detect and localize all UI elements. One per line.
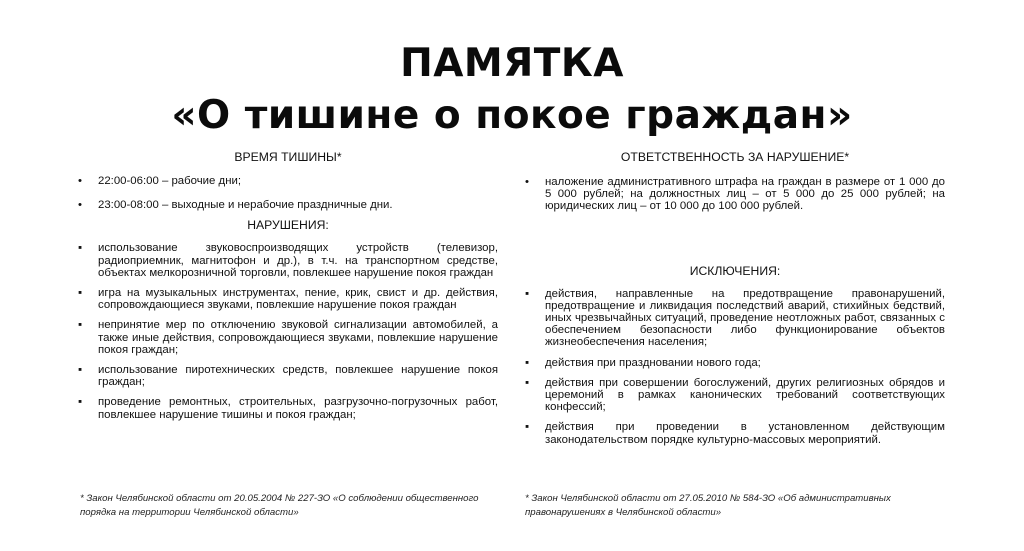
list-item (525, 357, 945, 369)
violations-heading: НАРУШЕНИЯ: (247, 218, 329, 233)
violation-item: игра на музыкальных инструментах, пение, крик, свист и др. действия, сопровождающиеся звуками, повлекшие нарушение покоя граждан (98, 287, 498, 312)
list-item (78, 364, 498, 388)
list-item (525, 377, 945, 414)
square-bullet-icon: ▪ (78, 319, 83, 332)
liability-heading: ОТВЕТСТВЕННОСТЬ ЗА НАРУШЕНИЕ* (620, 150, 850, 164)
square-bullet-icon: ▪ (78, 242, 83, 255)
title-line-1: ПАМЯТКА (400, 41, 624, 86)
violation-item: проведение ремонтных, строительных, разгрузочно-погрузочных работ, повлекшее нарушение тишины и покоя граждан; (98, 396, 498, 421)
square-bullet-icon: ▪ (78, 287, 83, 300)
right-column (525, 150, 945, 446)
list-item (78, 175, 498, 187)
square-bullet-icon: ▪ (525, 376, 530, 389)
square-bullet-icon: ▪ (78, 364, 83, 377)
quiet-time-list (78, 175, 498, 211)
exceptions-heading: ИСКЛЮЧЕНИЯ: (689, 263, 781, 278)
right-footnote: * Закон Челябинской области от 27.05.2010 № 584-ЗО «Об административных правонарушениях в Челябинской области» (525, 493, 891, 518)
page-title (0, 38, 1024, 142)
violations-list (78, 242, 498, 420)
list-item (525, 421, 945, 445)
exception-item: действия, направленные на предотвращение правонарушений, предотвращение и ликвидация последствий аварий, стихийных бедствий, иных чрезвычайных ситуаций, проведение неотложных работ, связанных с обеспечением безопасности либо функционирование объектов жизнеобеспечения населения; (545, 287, 945, 349)
list-item (525, 288, 945, 349)
liability-list (525, 176, 945, 213)
left-column (78, 150, 498, 421)
square-bullet-icon: ▪ (78, 396, 83, 409)
violation-item: использование звуковоспроизводящих устройств (телевизор, радиоприемник, магнитофон и др.), в т.ч. на транспортном средстве, объектах мелкорозничной торговли, повлекшее нарушение покоя граждан (98, 242, 498, 279)
list-item (78, 396, 498, 420)
square-bullet-icon: ▪ (525, 287, 530, 300)
bullet-icon: • (525, 176, 529, 188)
square-bullet-icon: ▪ (525, 356, 530, 369)
list-item (78, 199, 498, 211)
liability-item: наложение административного штрафа на граждан в размере от 1 000 до 5 000 рублей; на должностных лиц – от 5 000 до 25 000 рублей; на юридических лиц – от 10 000 до 100 000 рублей. (545, 176, 945, 213)
list-item (525, 176, 945, 213)
violation-item: использование пиротехнических средств, повлекшее нарушение покоя граждан; (98, 364, 498, 389)
quiet-time-item: 23:00-08:00 – выходные и нерабочие праздничные дни. (98, 199, 393, 212)
square-bullet-icon: ▪ (525, 421, 530, 434)
title-line-2: «О тишине о покое граждан» (171, 93, 853, 138)
exception-item: действия при совершении богослужений, других религиозных обрядов и церемоний в рамках канонических требований соответствующих конфессий; (545, 376, 945, 414)
exception-item: действия при праздновании нового года; (545, 356, 761, 369)
quiet-time-heading: ВРЕМЯ ТИШИНЫ* (234, 150, 342, 164)
bullet-icon: • (78, 199, 82, 212)
list-item (78, 319, 498, 356)
list-item (78, 242, 498, 279)
list-item (78, 287, 498, 311)
quiet-time-item: 22:00-06:00 – рабочие дни; (98, 175, 242, 187)
exception-item: действия при проведении в установленном действующим законодательством порядке культурно-массовых мероприятий. (545, 421, 945, 446)
exceptions-list (525, 288, 945, 446)
bullet-icon: • (78, 175, 82, 187)
violation-item: непринятие мер по отключению звуковой сигнализации автомобилей, а также иные действия, сопровождающиеся звуками, повлекшие нарушение покоя граждан; (98, 319, 498, 356)
left-footnote: * Закон Челябинской области от 20.05.2004 № 227-ЗО «О соблюдении общественного порядка на территории Челябинской области» (80, 493, 479, 518)
